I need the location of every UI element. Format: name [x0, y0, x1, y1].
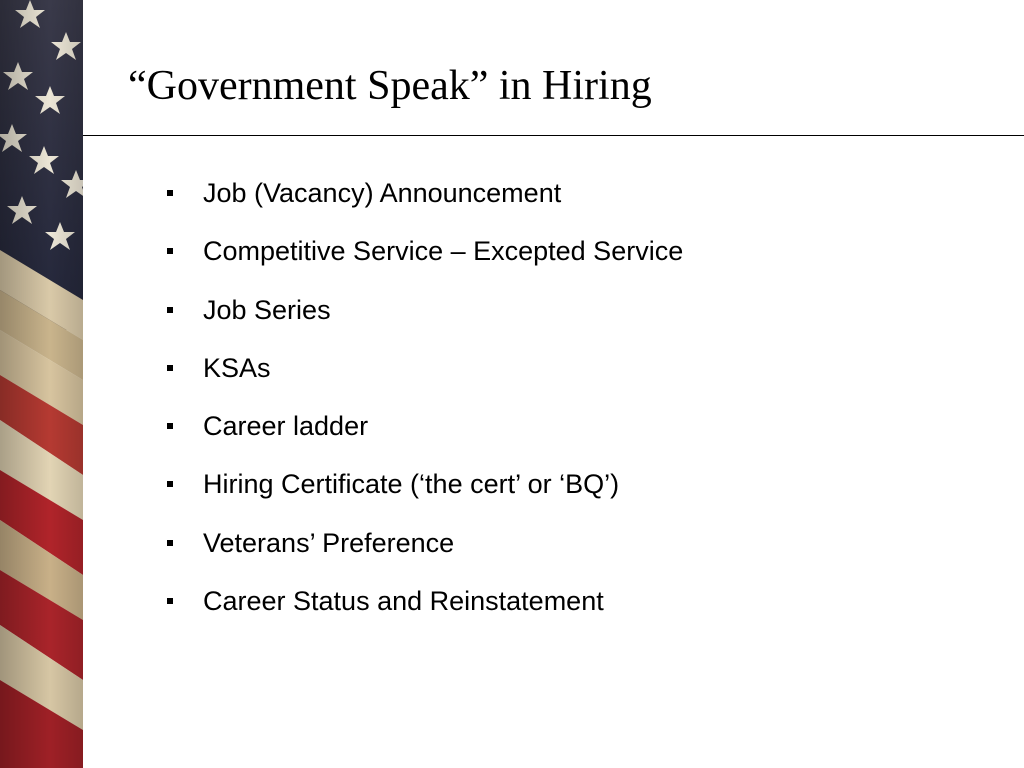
- american-flag-image: [0, 0, 83, 768]
- slide-title: “Government Speak” in Hiring: [128, 63, 652, 109]
- bullet-text: Career Status and Reinstatement: [203, 586, 604, 617]
- square-bullet-icon: [167, 190, 173, 196]
- square-bullet-icon: [167, 365, 173, 371]
- bullet-text: Job (Vacancy) Announcement: [203, 178, 562, 208]
- title-divider: [83, 135, 1024, 136]
- square-bullet-icon: [167, 481, 173, 487]
- bullet-text: Job Series: [203, 294, 331, 325]
- bullet-text: Hiring Certificate (‘the cert’ or ‘BQ’): [203, 469, 620, 500]
- square-bullet-icon: [167, 423, 173, 429]
- square-bullet-icon: [167, 307, 173, 313]
- square-bullet-icon: [167, 598, 173, 604]
- bullet-text: KSAs: [203, 352, 271, 383]
- bullet-text: Career ladder: [203, 411, 369, 442]
- bullet-text: Competitive Service – Excepted Service: [203, 236, 684, 267]
- square-bullet-icon: [167, 248, 173, 254]
- square-bullet-icon: [167, 540, 173, 546]
- bullet-text: Veterans’ Preference: [203, 527, 455, 558]
